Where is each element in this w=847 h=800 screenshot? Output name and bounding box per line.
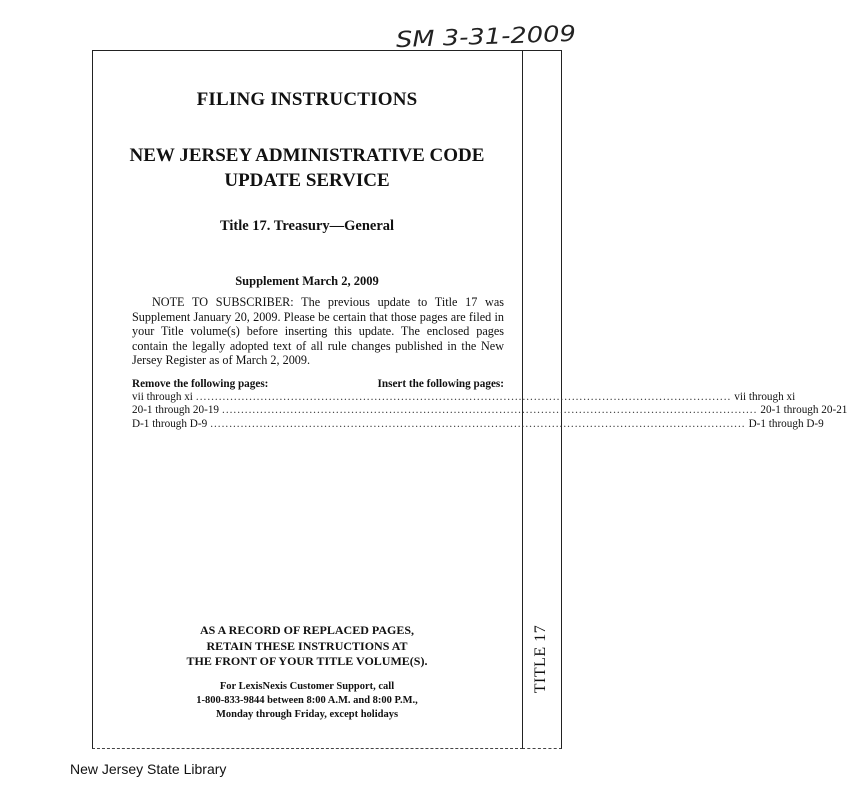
record-line3: THE FRONT OF YOUR TITLE VOLUME(S). — [186, 654, 428, 668]
record-instructions — [92, 623, 522, 670]
subscriber-note: NOTE TO SUBSCRIBER: The previous update to Title 17 was Supplement January 20, 2009. Please be certain that those pages are filed in your Title volume(s) before inserting this update. The enclosed pages contain the legally adopted text of all rule changes published in the New Jersey Register as of March 2, 2009. — [132, 295, 504, 367]
remove-pages: vii through xi — [132, 391, 193, 404]
page-title: FILING INSTRUCTIONS — [196, 89, 418, 110]
support-line2: 1-800-833-9844 between 8:00 A.M. and 8:00 P.M., — [196, 695, 418, 706]
supplement-date: Supplement March 2, 2009 — [235, 274, 379, 288]
remove-pages: 20-1 through 20-19 — [132, 404, 220, 417]
code-title-line2: UPDATE SERVICE — [224, 170, 390, 191]
svg-text:SM 3-31-2009: SM 3-31-2009 — [395, 22, 551, 54]
record-line2: RETAIN THESE INSTRUCTIONS AT — [206, 638, 408, 653]
subtitle: Title 17. Treasury—General — [219, 218, 395, 234]
library-footer: New Jersey State Library — [70, 761, 227, 777]
insert-pages: 20-1 through 20-21 — [760, 404, 847, 417]
remove-header: Remove the following pages: — [132, 378, 269, 390]
code-title — [92, 143, 522, 193]
dot-leader: ............................................................................................................................................. — [195, 391, 732, 404]
code-title-line1: NEW JERSEY ADMINISTRATIVE CODE — [129, 145, 485, 166]
support-line3: Monday through Friday, except holidays — [215, 709, 399, 720]
remove-pages: D-1 through D-9 — [132, 417, 208, 430]
dot-leader: ............................................................................................................................................. — [210, 417, 746, 430]
table-row — [132, 404, 847, 417]
table-header — [132, 378, 504, 391]
table-row — [132, 391, 796, 404]
support-line1: For LexisNexis Customer Support, call — [219, 681, 395, 692]
dot-leader: ............................................................................................................................................. — [222, 404, 758, 417]
insert-pages: vii through xi — [734, 391, 796, 404]
page-replacement-table — [132, 378, 847, 431]
table-row — [132, 417, 824, 431]
spine-label: TITLE 17 — [532, 624, 549, 694]
customer-support-info — [92, 680, 522, 722]
insert-header: Insert the following pages: — [377, 378, 504, 390]
record-line1: AS A RECORD OF REPLACED PAGES, — [199, 623, 415, 637]
insert-pages: D-1 through D-9 — [748, 417, 824, 430]
